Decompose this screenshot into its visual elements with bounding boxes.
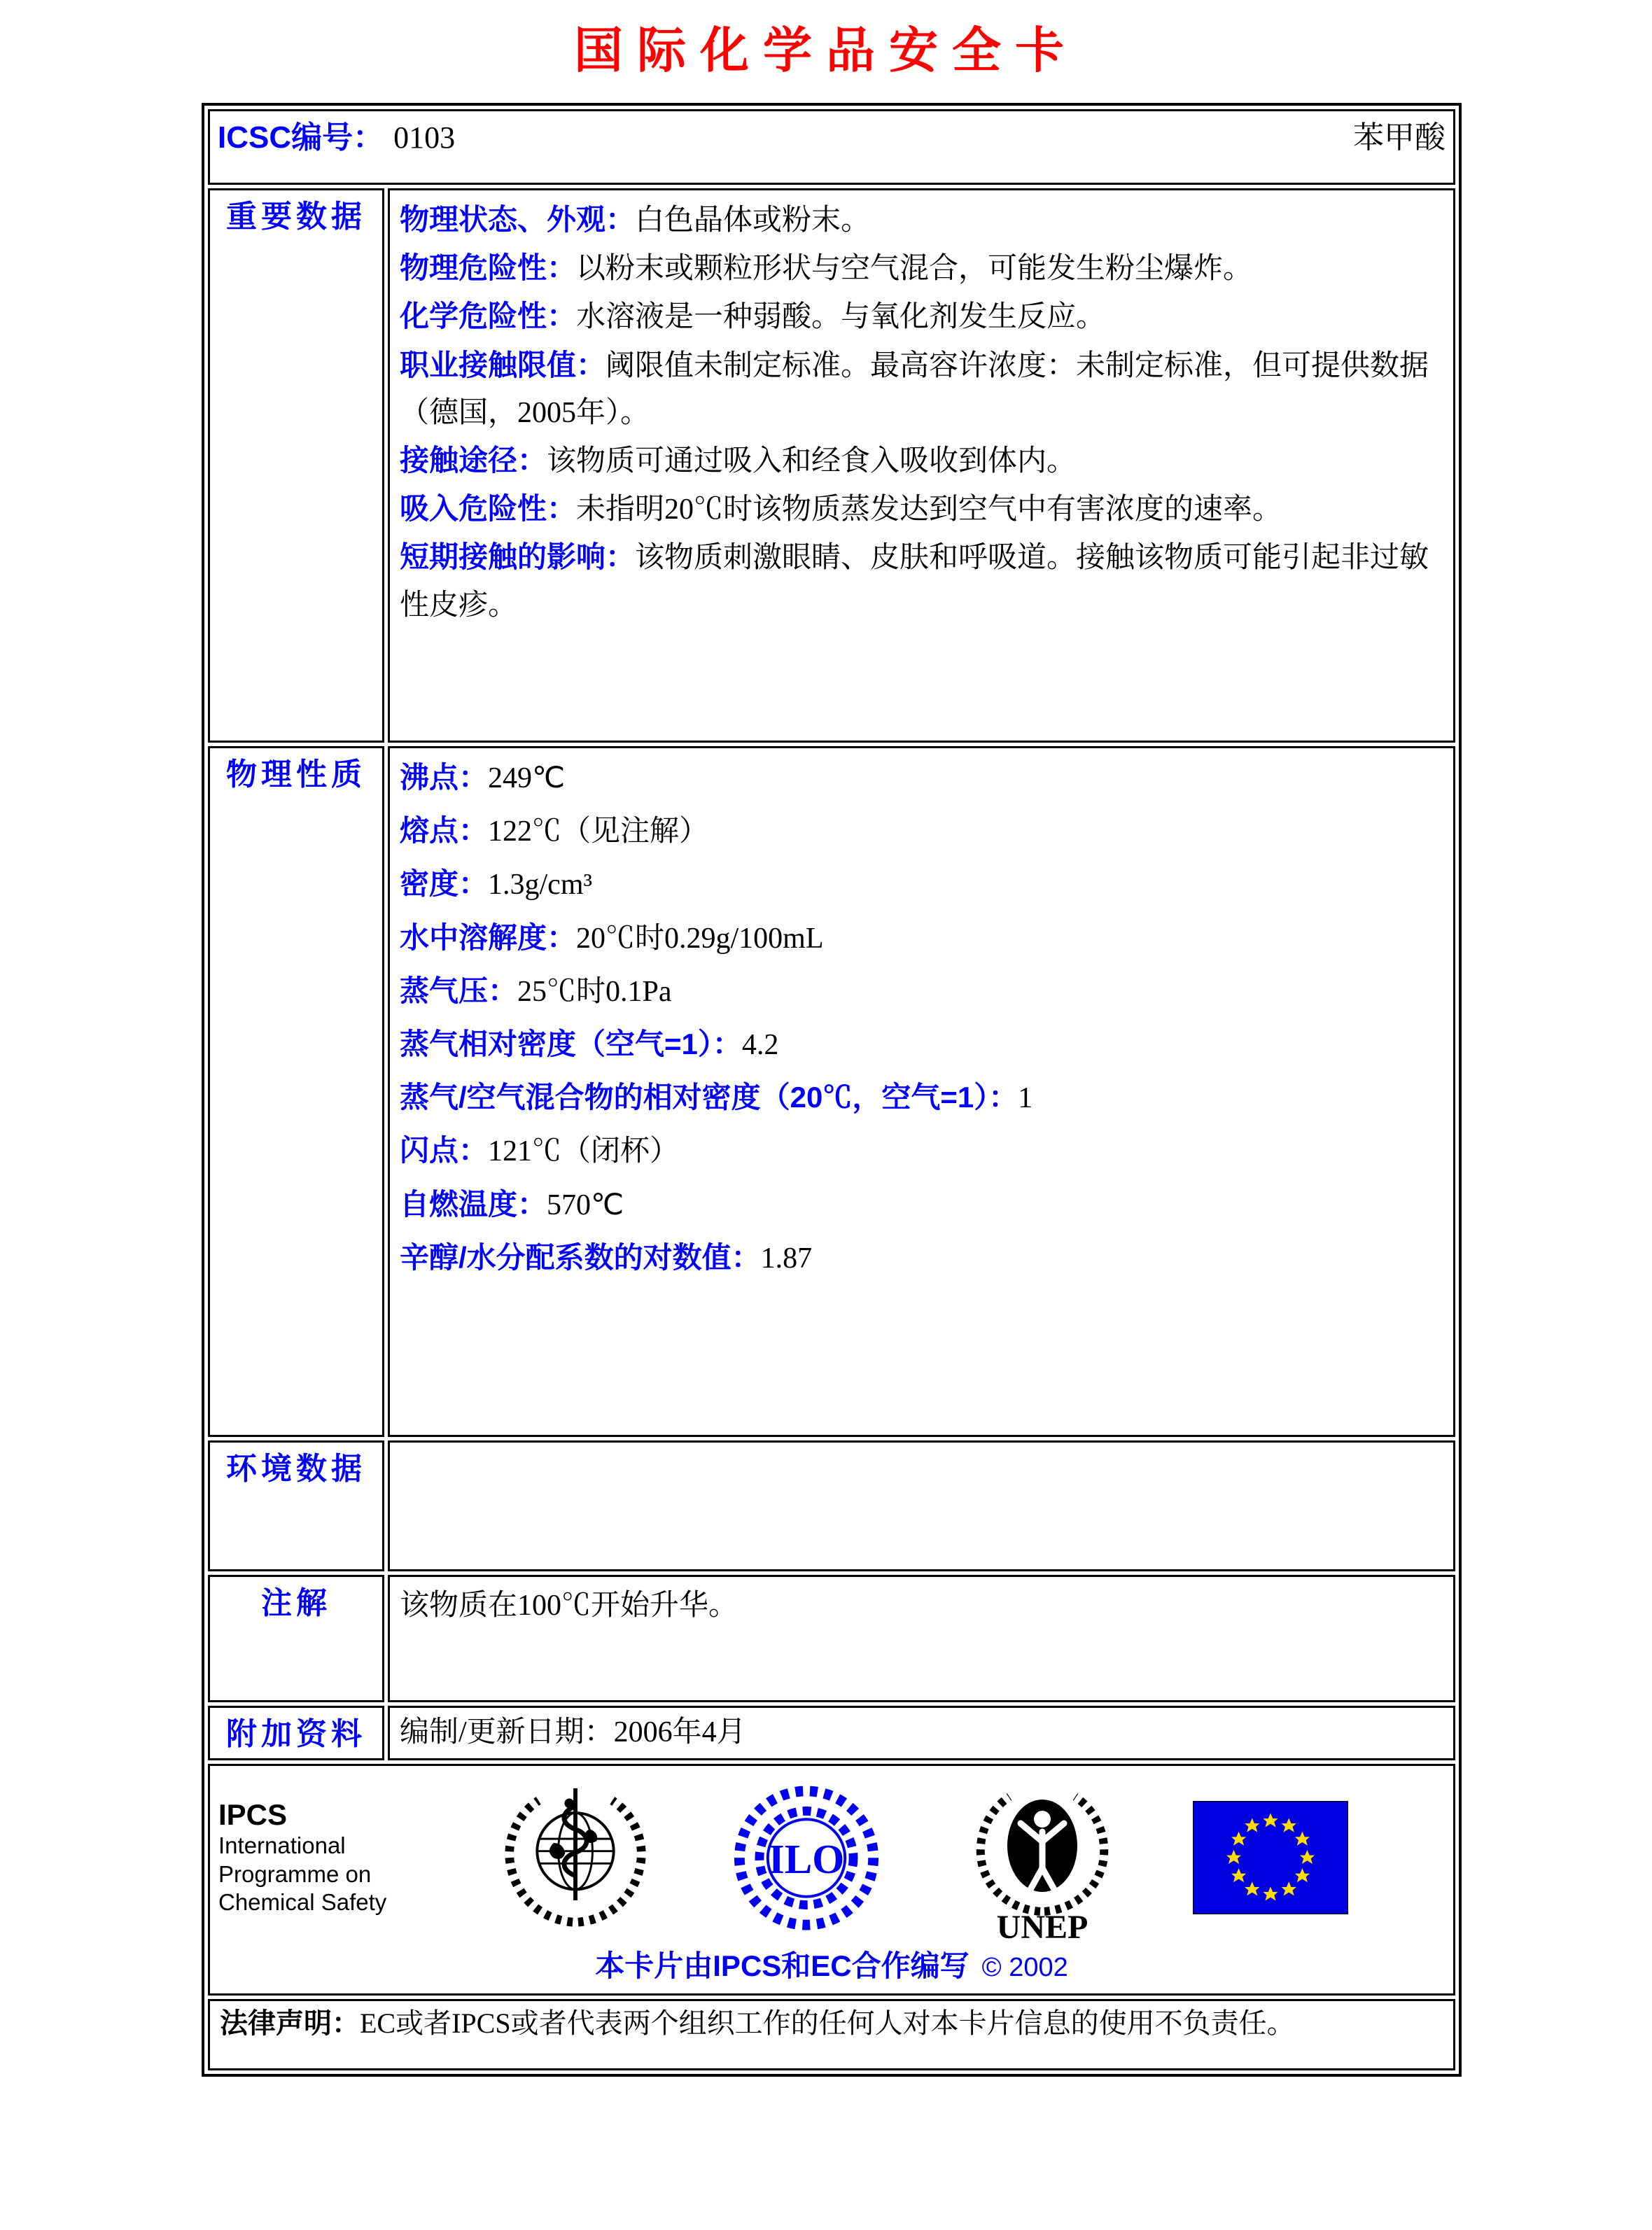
important-data-item	[400, 533, 1443, 629]
credit-text: 本卡片由IPCS和EC合作编写	[595, 1949, 969, 1982]
property-label: 闪点：	[400, 1134, 489, 1167]
icsc-number-group	[218, 112, 455, 157]
ilo-logo-icon	[722, 1783, 891, 1932]
physical-property-item	[400, 1021, 1443, 1069]
ipcs-line: International	[218, 1832, 346, 1859]
physical-property-item	[400, 807, 1443, 855]
property-label: 自燃温度：	[400, 1187, 547, 1221]
physical-property-item	[400, 1127, 1443, 1175]
property-value: 4.2	[741, 1028, 779, 1061]
unep-logo-icon	[955, 1772, 1130, 1943]
property-label: 接触途径：	[400, 443, 547, 477]
property-label: 密度：	[400, 867, 489, 901]
ipcs-acronym: IPCS	[218, 1797, 288, 1831]
physical-property-item	[400, 1181, 1443, 1229]
notes-content	[388, 1575, 1455, 1702]
property-label: 蒸气压：	[400, 974, 518, 1007]
property-value: 249℃	[488, 762, 566, 794]
physical-property-item	[400, 754, 1443, 802]
notes-text: 该物质在100℃开始升华。	[400, 1590, 738, 1622]
important-data-row	[208, 188, 1455, 743]
property-value: 未指明20℃时该物质蒸发达到空气中有害浓度的速率。	[576, 493, 1282, 526]
property-label: 辛醇/水分配系数的对数值：	[400, 1240, 761, 1274]
footer-row	[208, 1764, 1455, 1996]
physical-property-item	[400, 1234, 1443, 1282]
ipcs-line: Chemical Safety	[218, 1888, 387, 1915]
additional-info-row	[208, 1706, 1455, 1760]
property-value: 1.87	[760, 1242, 813, 1275]
additional-info-content	[388, 1706, 1455, 1760]
ipcs-line: Programme on	[218, 1860, 372, 1887]
property-value: 1.3g/cm³	[488, 869, 593, 902]
ilo-logo-label: ILO	[768, 1835, 845, 1882]
section-label-important-data: 重要数据	[208, 188, 384, 743]
property-value: 该物质刺激眼睛、皮肤和呼吸道。接触该物质可能引起非过敏性皮疹。	[400, 542, 1429, 622]
section-label-notes: 注解	[208, 1575, 384, 1702]
property-value: 该物质可通过吸入和经食入吸收到体内。	[547, 444, 1077, 477]
section-label-additional-info: 附加资料	[208, 1706, 384, 1760]
property-label: 物理危险性：	[400, 251, 577, 285]
legal-statement	[208, 1999, 1455, 2070]
header-row	[208, 109, 1455, 185]
property-label: 蒸气/空气混合物的相对密度（20℃，空气=1）：	[400, 1081, 1018, 1114]
property-value: 1	[1018, 1082, 1033, 1115]
physical-property-item	[400, 860, 1443, 909]
unep-logo-label: UNEP	[996, 1909, 1088, 1943]
environmental-data-content	[388, 1440, 1455, 1571]
section-label-physical-properties: 物理性质	[208, 746, 384, 1437]
legal-text: EC或者IPCS或者代表两个组织工作的任何人对本卡片信息的使用不负责任。	[360, 2007, 1295, 2039]
legal-row	[208, 1999, 1455, 2070]
property-label: 吸入危险性：	[400, 492, 577, 526]
property-label: 职业接触限值：	[400, 348, 606, 381]
important-data-content	[388, 188, 1455, 743]
physical-property-item	[400, 914, 1443, 962]
update-date-label: 编制/更新日期：	[400, 1716, 614, 1748]
update-date-value: 2006年4月	[613, 1716, 746, 1748]
icsc-number-label: ICSC编号：	[218, 120, 384, 155]
property-value: 20℃时0.29g/100mL	[576, 922, 824, 955]
important-data-item	[400, 342, 1443, 437]
page-title: 国际化学品安全卡	[574, 24, 1078, 78]
legal-label: 法律声明：	[220, 2008, 360, 2039]
important-data-item	[400, 244, 1443, 293]
safety-card-table	[202, 103, 1462, 2077]
credit-line	[210, 1943, 1453, 1993]
important-data-item	[400, 485, 1443, 533]
physical-properties-row	[208, 746, 1455, 1437]
property-label: 熔点：	[400, 814, 489, 848]
property-label: 蒸气相对密度（空气=1）：	[400, 1027, 742, 1060]
property-value: 白色晶体或粉末。	[635, 204, 871, 237]
property-label: 化学危险性：	[400, 300, 577, 333]
copyright-text: © 2002	[981, 1953, 1068, 1982]
icsc-number-value: 0103	[393, 120, 456, 155]
chemical-name: 苯甲酸	[1353, 120, 1446, 155]
physical-properties-content	[388, 746, 1455, 1437]
important-data-item	[400, 293, 1443, 341]
property-label: 物理状态、外观：	[400, 203, 636, 236]
physical-property-item	[400, 1074, 1443, 1122]
property-value: 水溶液是一种弱酸。与氧化剂发生反应。	[576, 301, 1106, 334]
property-label: 水中溶解度：	[400, 920, 577, 954]
property-label: 沸点：	[400, 761, 489, 794]
section-label-environmental-data: 环境数据	[208, 1440, 384, 1571]
environmental-data-row	[208, 1440, 1455, 1571]
property-value: 以粉末或颗粒形状与空气混合，可能发生粉尘爆炸。	[576, 253, 1253, 286]
ipcs-text-block	[218, 1798, 428, 1916]
eu-flag-icon	[1193, 1801, 1348, 1914]
property-value: 阈限值未制定标准。最高容许浓度：未制定标准，但可提供数据（德国，2005年）。	[400, 349, 1429, 429]
who-logo-icon	[492, 1786, 659, 1929]
property-value: 25℃时0.1Pa	[517, 975, 672, 1008]
property-label: 短期接触的影响：	[400, 540, 636, 574]
important-data-item	[400, 196, 1443, 244]
property-value: 570℃	[547, 1188, 624, 1221]
physical-property-item	[400, 967, 1443, 1016]
logo-row	[210, 1766, 1453, 1943]
notes-row	[208, 1575, 1455, 1702]
property-value: 122℃（见注解）	[488, 815, 709, 848]
property-value: 121℃（闭杯）	[488, 1135, 680, 1168]
important-data-item	[400, 437, 1443, 485]
